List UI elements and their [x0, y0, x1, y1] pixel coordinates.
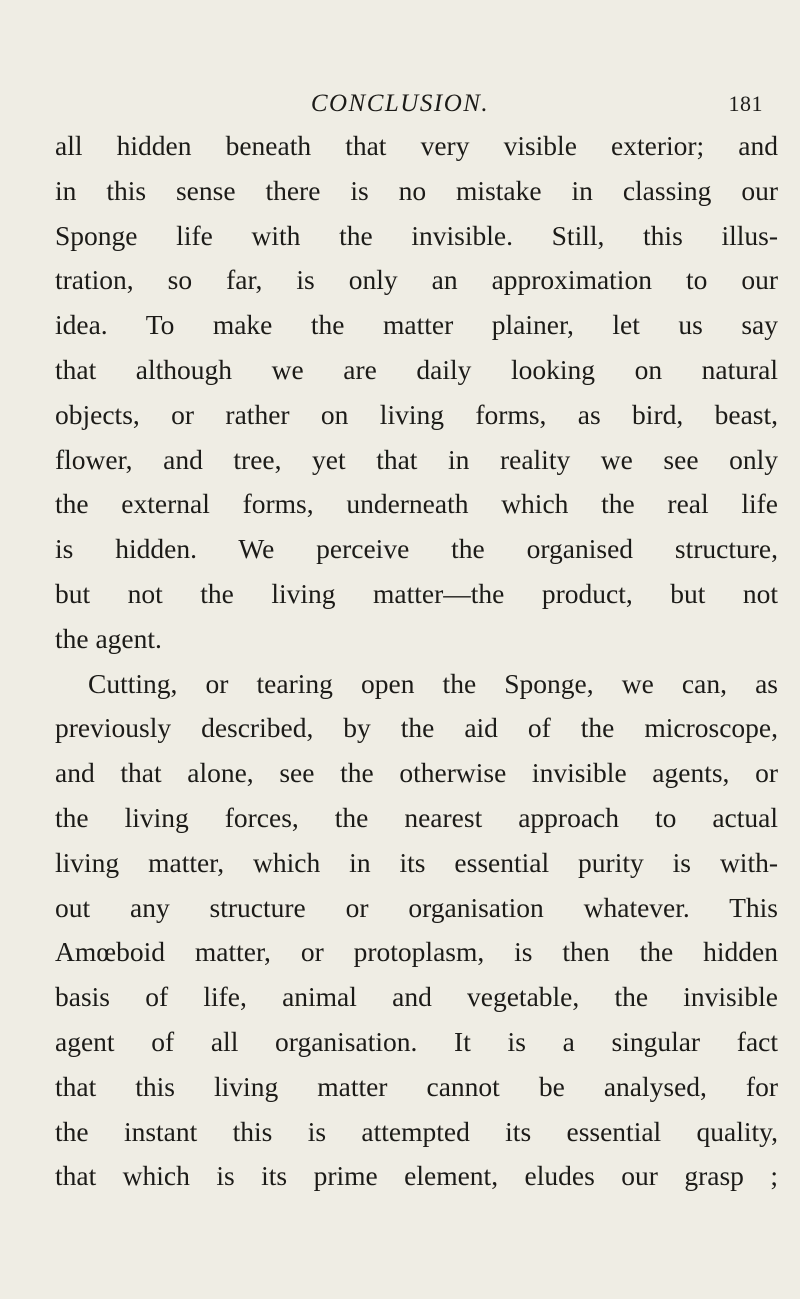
text-line: the external forms, underneath which the real life: [55, 488, 778, 520]
text-line: Sponge life with the invisible. Still, this illus-: [55, 219, 778, 251]
page-number: 181: [728, 91, 763, 116]
text-line: in this sense there is no mistake in classing our: [55, 174, 778, 206]
text-line: idea. To make the matter plainer, let us say: [55, 309, 778, 341]
text-line: all hidden beneath that very visible exterior; and: [55, 130, 778, 161]
text-line: Amœboid matter, or protoplasm, is then the hidden: [55, 936, 778, 968]
text-line: the instant this is attempted its essential quality,: [55, 1115, 778, 1147]
text-line: previously described, by the aid of the microscope,: [55, 712, 778, 744]
text-line: and that alone, see the otherwise invisible agents, or: [55, 757, 778, 789]
text-line: the living forces, the nearest approach to actual: [55, 801, 778, 833]
text-line: tration, so far, is only an approximation to our: [55, 264, 778, 296]
text-line: basis of life, animal and vegetable, the invisible: [55, 981, 778, 1013]
text-line: living matter, which in its essential purity is with-: [55, 846, 778, 878]
text-line: out any structure or organisation whatever. This: [55, 891, 778, 923]
text-line: that which is its prime element, eludes our grasp ;: [55, 1160, 778, 1192]
text-line: Cutting, or tearing open the Sponge, we can, as: [88, 667, 778, 699]
text-line: is hidden. We perceive the organised structure,: [55, 533, 778, 565]
text-line: the agent.: [55, 622, 162, 654]
chapter-title: CONCLUSION.: [310, 90, 490, 117]
running-head: [0, 84, 800, 124]
text-line: that this living matter cannot be analysed, for: [55, 1070, 778, 1102]
text-line: that although we are daily looking on natural: [55, 353, 778, 385]
body-text: [55, 124, 778, 1199]
text-line: flower, and tree, yet that in reality we see only: [55, 443, 778, 475]
text-line: objects, or rather on living forms, as bird, beast,: [55, 398, 778, 430]
text-line: agent of all organisation. It is a singular fact: [55, 1025, 778, 1057]
text-line: but not the living matter—the product, but not: [55, 577, 778, 609]
